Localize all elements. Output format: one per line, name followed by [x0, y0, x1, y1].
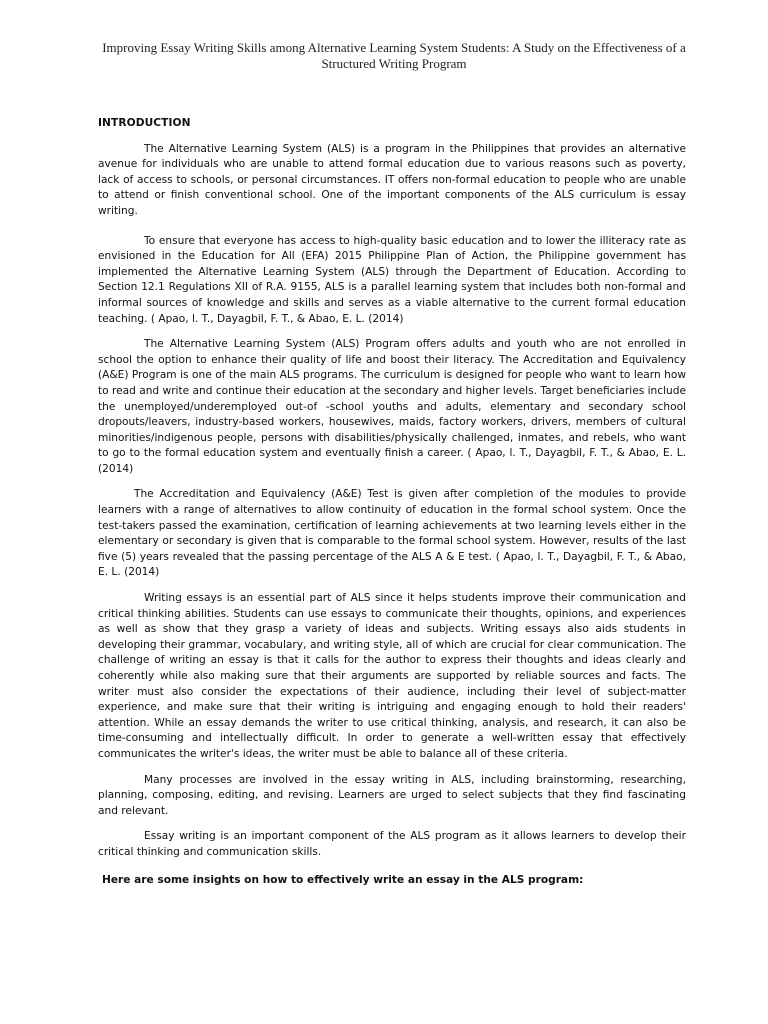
- paragraph-writing-essays: Writing essays is an essential part of ALS since it helps students improve their communication and critical thinking abilities. Students can use essays to communicate their thoughts, opinions, and experiences as well as show that they grasp a variety of ideas and subjects. Writing essays also aids students in developing their grammar, vocabulary, and writing style, all of which are crucial for clear communication. The challenge of writing an essay is that it calls for the author to express their thoughts and ideas clearly and coherently while also making sure that their arguments are supported by reliable sources and facts. The writer must also consider the expectations of their audience, including their level of subject-matter experience, and make sure that their writing is intriguing and engaging enough to hold their readers' attention. While an essay demands the writer to use critical thinking, analysis, and research, it can also be time-consuming and intellectually difficult. In order to generate a well-written essay that effectively communicates the writer's ideas, the writer must be able to balance all of these criteria.: [98, 592, 686, 760]
- paragraph-ae-test: The Accreditation and Equivalency (A&E) Test is given after completion of the modules to provide learners with a range of alternatives to allow continuity of education in the formal school system. Once the test-takers passed the examination, certification of learning achievements at two learning levels either in the elementary or secondary is given that is comparable to the formal school system. However, results of the last five (5) years revealed that the passing percentage of the ALS A & E test. ( Apao, l. T., Dayagbil, F. T., & Abao, E. L. (2014): [98, 488, 686, 579]
- insights-intro: Here are some insights on how to effectively write an essay in the ALS program:: [102, 873, 584, 886]
- paragraph-als-program: The Alternative Learning System (ALS) Program offers adults and youth who are not enrolled in school the option to enhance their quality of life and boost their literacy. The Accreditation and Equivalency (A&E) Program is one of the main ALS programs. The curriculum is designed for people who want to learn how to read and write and continue their education at the secondary and higher levels. Target beneficiaries include the unemployed/underemployed out-of -school youths and adults, elementary and secondary school dropouts/leavers, industry-based workers, housewives, maids, factory workers, drivers, members of cultural minorities/indigenous people, persons with disabilities/physically challenged, inmates, and rebels, who want to go to the formal education system and eventually finish a career. ( Apao, l. T., Dayagbil, F. T., & Abao, E. L. (2014): [98, 338, 686, 475]
- paragraph-efa-plan: To ensure that everyone has access to high-quality basic education and to lower the illiteracy rate as envisioned in the Education for All (EFA) 2015 Philippine Plan of Action, the Philippine government has implemented the Alternative Learning System (ALS) through the Department of Education. According to Section 12.1 Regulations XII of R.A. 9155, ALS is a parallel learning system that includes both non-formal and informal sources of knowledge and skills and serves as a viable alternative to the current formal education teaching. ( Apao, l. T., Dayagbil, F. T., & Abao, E. L. (2014): [98, 234, 686, 325]
- document-body: [98, 116, 686, 888]
- paragraph-essay-importance: Essay writing is an important component of the ALS program as it allows learners to develop their critical thinking and communication skills.: [98, 830, 686, 858]
- paragraph-als-overview: The Alternative Learning System (ALS) is a program in the Philippines that provides an alternative avenue for individuals who are unable to attend formal education due to various reasons such as poverty, lack of access to schools, or personal circumstances. IT offers non-formal education to people who are unable to attend or finish conventional school. One of the important components of the ALS curriculum is essay writing.: [98, 142, 686, 217]
- section-heading: INTRODUCTION: [98, 117, 191, 129]
- document-title: Improving Essay Writing Skills among Alternative Learning System Students: A Study on the Effectiveness of a Structured Writing Program: [102, 40, 686, 71]
- paragraph-writing-processes: Many processes are involved in the essay writing in ALS, including brainstorming, researching, planning, composing, editing, and revising. Learners are urged to select subjects that they find fascinating and relevant.: [98, 773, 686, 817]
